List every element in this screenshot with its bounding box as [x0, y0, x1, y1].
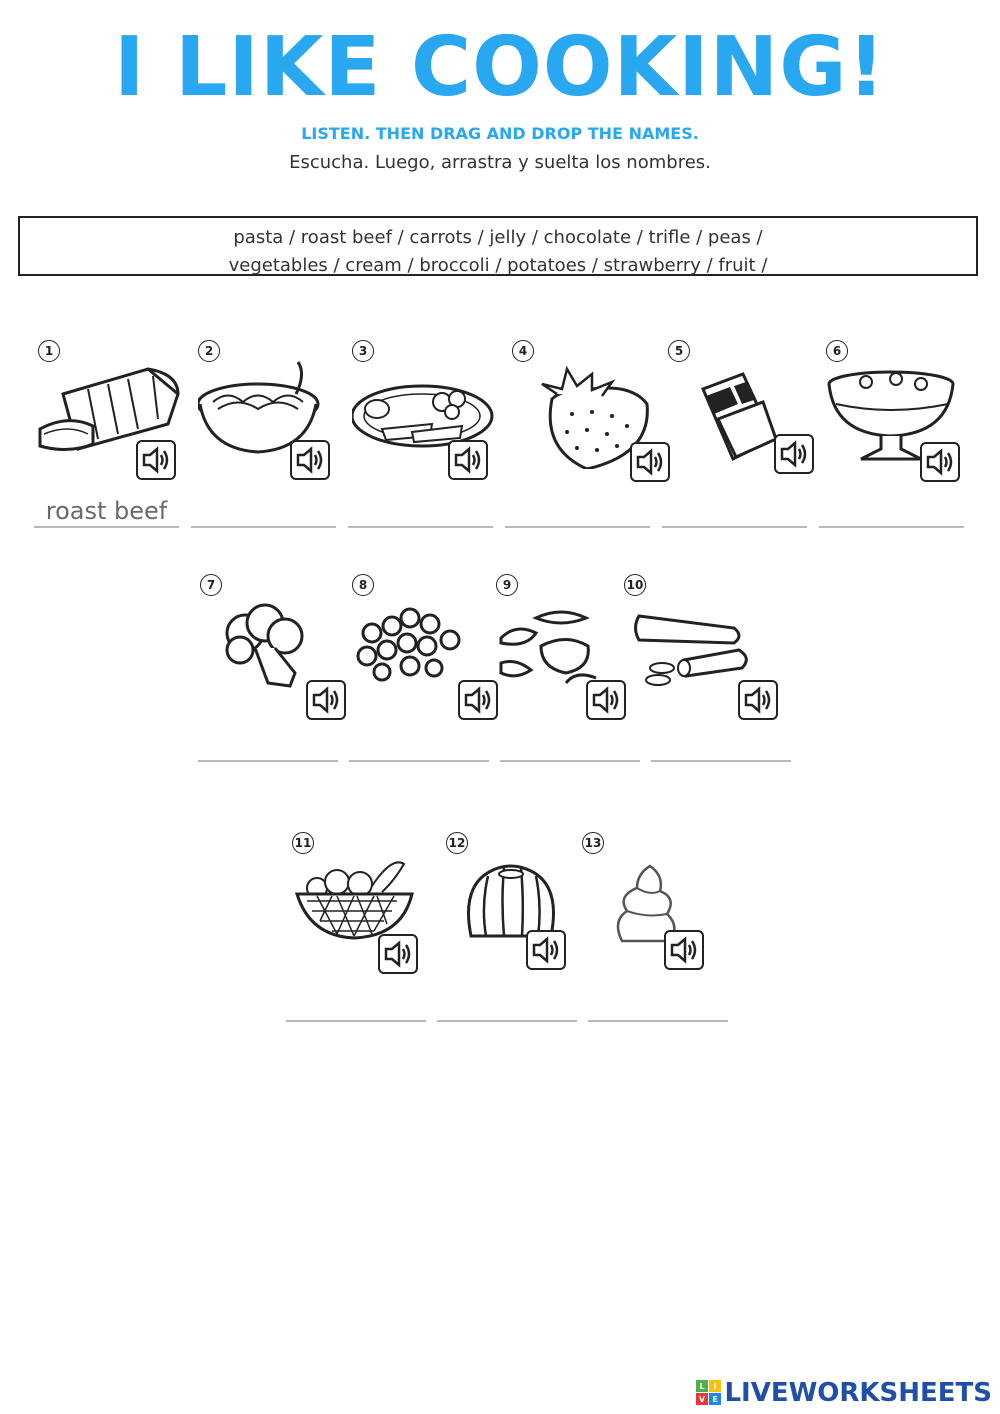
answer-slot-1[interactable]: roast beef	[34, 496, 179, 528]
speaker-icon	[740, 682, 776, 718]
speaker-icon	[666, 932, 702, 968]
speaker-icon	[450, 442, 486, 478]
audio-button[interactable]	[448, 440, 488, 480]
food-item-7	[200, 574, 360, 744]
item-number: 1	[38, 340, 60, 362]
speaker-icon	[528, 932, 564, 968]
answer-slot-5[interactable]	[662, 496, 807, 528]
speaker-icon	[380, 936, 416, 972]
brand-name: LIVEWORKSHEETS	[724, 1378, 992, 1408]
item-number: 5	[668, 340, 690, 362]
speaker-icon	[776, 436, 812, 472]
item-number: 10	[624, 574, 646, 596]
audio-button[interactable]	[136, 440, 176, 480]
instruction-spanish: Escucha. Luego, arrastra y suelta los nombres.	[289, 152, 711, 173]
svg-text:I: I	[713, 1382, 717, 1391]
speaker-icon	[632, 444, 668, 480]
food-item-10	[624, 574, 784, 744]
answer-slot-7[interactable]	[198, 730, 338, 762]
audio-button[interactable]	[774, 434, 814, 474]
item-number: 3	[352, 340, 374, 362]
word-bank-line-2: vegetables / cream / broccoli / potatoes / strawberry / fruit /	[228, 255, 768, 276]
food-item-11	[292, 832, 452, 1002]
audio-button[interactable]	[290, 440, 330, 480]
food-item-2	[198, 340, 358, 510]
instruction-english: LISTEN. THEN DRAG AND DROP THE NAMES.	[301, 124, 699, 143]
food-item-8	[352, 574, 512, 744]
food-item-1	[38, 340, 198, 510]
audio-button[interactable]	[378, 934, 418, 974]
answer-slot-9[interactable]	[500, 730, 640, 762]
speaker-icon	[922, 444, 958, 480]
liveworksheets-logo-icon	[696, 1380, 722, 1406]
food-item-13	[582, 832, 742, 1002]
item-number: 6	[826, 340, 848, 362]
item-number: 13	[582, 832, 604, 854]
liveworksheets-logo	[696, 1378, 992, 1408]
food-item-3	[352, 340, 512, 510]
word-bank	[18, 216, 978, 276]
audio-button[interactable]	[458, 680, 498, 720]
item-number: 2	[198, 340, 220, 362]
answer-slot-13[interactable]	[588, 990, 728, 1022]
answer-slot-12[interactable]	[437, 990, 577, 1022]
audio-button[interactable]	[526, 930, 566, 970]
speaker-icon	[588, 682, 624, 718]
answer-slot-3[interactable]	[348, 496, 493, 528]
item-number: 8	[352, 574, 374, 596]
svg-text:L: L	[699, 1382, 706, 1391]
food-item-6	[826, 340, 986, 510]
audio-button[interactable]	[630, 442, 670, 482]
speaker-icon	[308, 682, 344, 718]
audio-button[interactable]	[920, 442, 960, 482]
food-item-4	[512, 340, 672, 510]
page-title: I LIKE COOKING!	[114, 20, 886, 115]
item-number: 9	[496, 574, 518, 596]
answer-slot-6[interactable]	[819, 496, 964, 528]
answer-slot-2[interactable]	[191, 496, 336, 528]
answer-slot-8[interactable]	[349, 730, 489, 762]
item-number: 7	[200, 574, 222, 596]
item-number: 11	[292, 832, 314, 854]
audio-button[interactable]	[664, 930, 704, 970]
audio-button[interactable]	[738, 680, 778, 720]
food-item-5	[668, 340, 828, 510]
speaker-icon	[460, 682, 496, 718]
audio-button[interactable]	[586, 680, 626, 720]
speaker-icon	[138, 442, 174, 478]
svg-text:E: E	[712, 1395, 719, 1404]
item-number: 12	[446, 832, 468, 854]
answer-slot-10[interactable]	[651, 730, 791, 762]
answer-slot-11[interactable]	[286, 990, 426, 1022]
answer-slot-4[interactable]	[505, 496, 650, 528]
svg-text:V: V	[699, 1395, 706, 1404]
word-bank-line-1: pasta / roast beef / carrots / jelly / chocolate / trifle / peas /	[233, 227, 763, 248]
audio-button[interactable]	[306, 680, 346, 720]
speaker-icon	[292, 442, 328, 478]
item-number: 4	[512, 340, 534, 362]
